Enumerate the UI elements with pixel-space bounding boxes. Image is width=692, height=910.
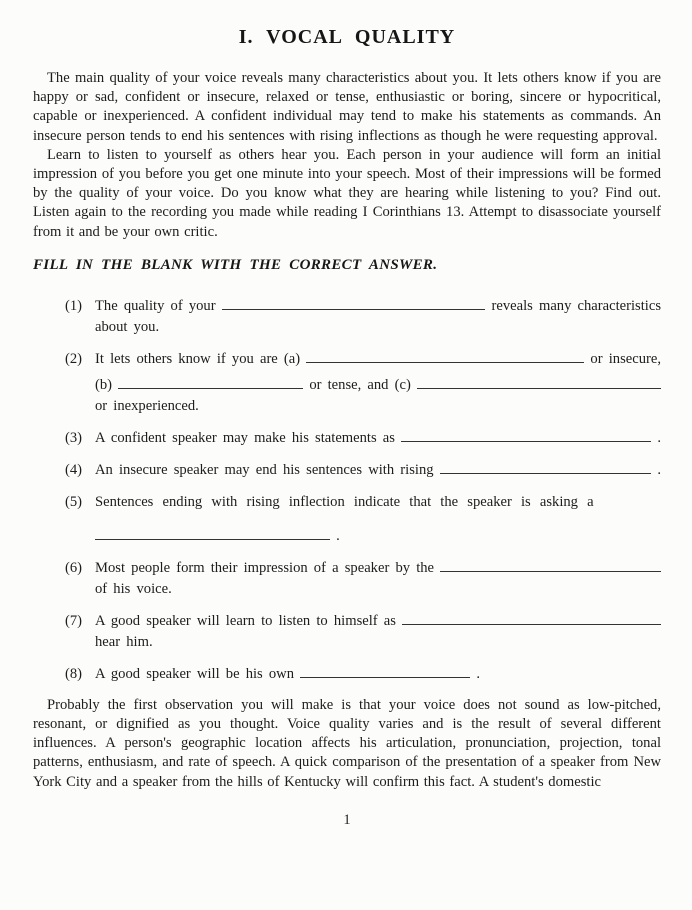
question-text: It lets others know if you are (a) [95,350,307,367]
question-text: A good speaker will be his own [95,665,301,682]
question-number: (4) [65,461,83,478]
question-text: or inexperienced. [95,397,199,414]
question-text: Sentences ending with rising inflection indicate that the speaker is asking a [95,493,594,510]
answer-blank [402,623,661,625]
question-text: The quality of your [95,297,222,314]
question-number: (3) [65,429,83,446]
question [65,611,661,653]
intro-paragraph-1: The main quality of your voice reveals many characteristics about you. It lets others know if you are happy or sad, confident or insecure, relaxed or tense, enthusiastic or boring, sincere or hypocritical, capable or inexperienced. A confident individual may tend to make his statements as commands. An insecure person tends to end his sentences with rising inflections as though he were requesting approval. [33,70,661,144]
question-text: A good speaker will learn to listen to himself as [95,612,403,629]
question [65,349,661,417]
question-text: reveals many characteristics [485,297,661,314]
answer-blank [306,361,584,363]
question-text: about you. [95,318,160,335]
answer-blank [222,308,486,310]
question-text: or tense, and (c) [303,376,417,393]
question [65,558,661,600]
question [65,664,661,685]
answer-blank [95,538,330,540]
question-text: . [651,429,661,446]
question-text: (b) [95,376,119,393]
question-number: (2) [65,350,83,367]
answer-blank [417,387,661,389]
question-number: (6) [65,559,83,576]
closing-paragraph: Probably the first observation you will make is that your voice does not sound as low-pitched, resonant, or dignified as you thought. Voice quality varies and is the result of several different influences. A person's geographic location affects his articulation, pronunciation, projection, tonal patterns, enthusiasm, and rate of speech. A quick comparison of the presentation of a speaker from New York City and a speaker from the hills of Kentucky will confirm this fact. A student's domestic [33,696,661,790]
question-number: (8) [65,665,83,682]
question-text: of his voice. [95,580,172,597]
page-title: I. VOCAL QUALITY [238,26,456,48]
question [65,428,661,449]
question-number: (1) [65,297,83,314]
question [65,460,661,481]
question [65,492,661,547]
questions [33,296,661,685]
answer-blank [440,570,661,572]
question-text: A confident speaker may make his statements as [95,429,402,446]
answer-blank [401,440,651,442]
question-text: . [470,665,480,682]
answer-blank [440,472,652,474]
question-text: hear him. [95,633,153,650]
question-number: (5) [65,493,83,510]
page-number: 1 [343,811,351,828]
question-text: or insecure, [584,350,661,367]
question-number: (7) [65,612,83,629]
answer-blank [118,387,303,389]
answer-blank [300,676,470,678]
question-text: An insecure speaker may end his sentences with rising [95,461,440,478]
question [65,296,661,338]
question-text: Most people form their impression of a speaker by the [95,559,441,576]
intro-paragraph-2: Learn to listen to yourself as others hear you. Each person in your audience will form an initial impression of you before you get one minute into your speech. Most of their impressions will be formed by the quality of your voice. Do you know what they are hearing while listening to you? Find out. Listen again to the recording you made while reading I Corinthians 13. Attempt to disassociate yourself from it and be your own critic. [33,146,661,240]
question-text: . [330,527,340,544]
exercise-heading: FILL IN THE BLANK WITH THE CORRECT ANSWER. [33,256,438,273]
question-text: . [651,461,661,478]
